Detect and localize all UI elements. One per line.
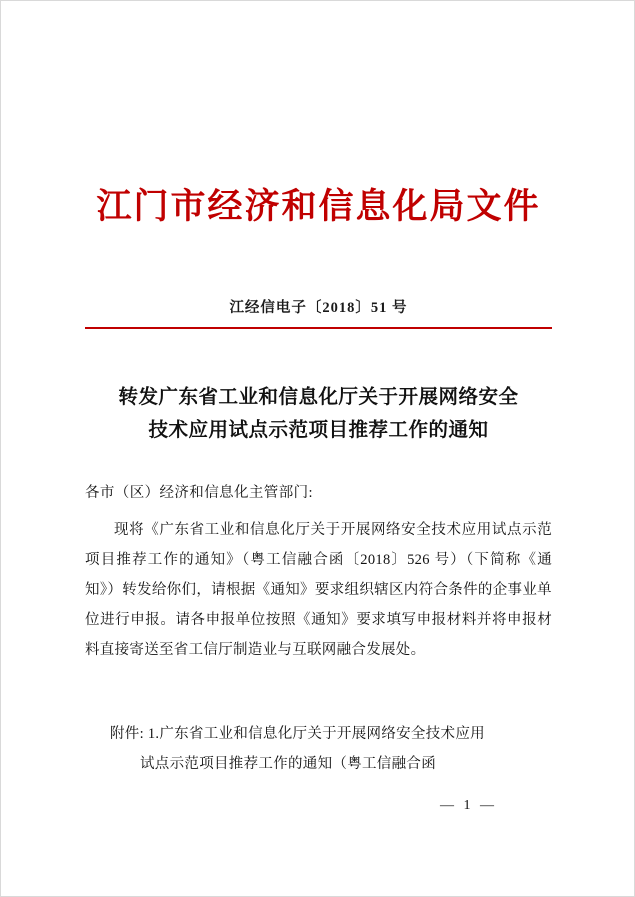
document-number: 江经信电子〔2018〕51 号 [229,300,408,316]
document-body [1,1,635,897]
subject-line-1: 转发广东省工业和信息化厅关于开展网络安全 [118,387,519,408]
attachment-label-continued: 试点示范项目推荐工作的通知（粤工信融合函 [140,756,436,772]
attachment-label: 附件: 1.广东省工业和信息化厅关于开展网络安全技术应用 [110,726,485,742]
red-divider-line [85,327,552,329]
page-number: — 1 — [440,798,497,813]
body-paragraph: 现将《广东省工业和信息化厅关于开展网络安全技术应用试点示范项目推荐工作的通知》（粤工信融合函〔2018〕526 号）（下简称《通知》）转发给你们，请根据《通知》要求组织辖区内符合条件的企事业单位进行申报。请各申报单位按照《通知》要求填写申报材料并将申报材料直接寄送至省工信厅制造业与互联网融合发展处。 [85,522,552,658]
attachment-block [85,719,552,779]
document-subject [85,381,552,447]
subject-line-2: 技术应用试点示范项目推荐工作的通知 [148,420,489,441]
recipient-line: 各市（区）经济和信息化主管部门: [85,485,313,501]
page-title: 江门市经济和信息化局文件 [96,187,541,226]
page-footer [1,798,635,814]
